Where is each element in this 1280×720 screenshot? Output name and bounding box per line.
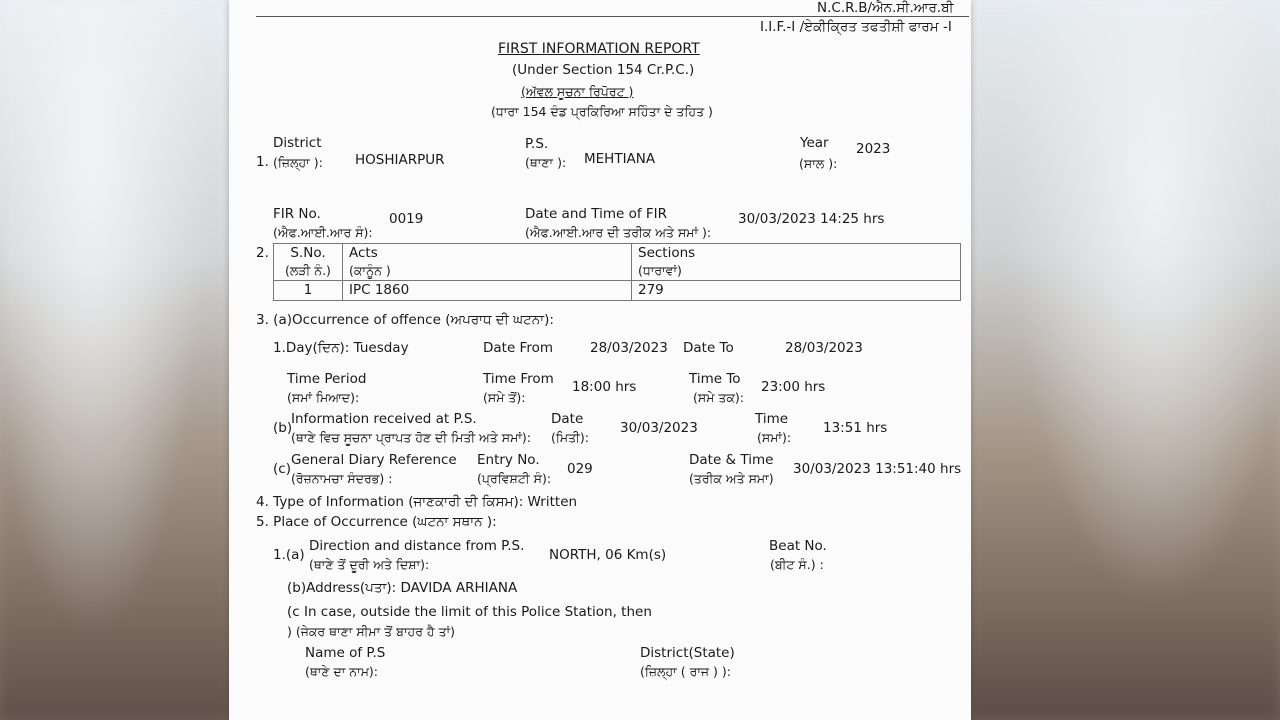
district-state-label-pa: (ਜ਼ਿਲ੍ਹਾ ( ਰਾਜ ) ): [640,664,731,679]
col-header-acts-pa: (ਕਾਨੂੰਨ ) [349,263,391,278]
time-period-label: Time Period [287,371,367,387]
gd-datetime-value: 30/03/2023 13:51:40 hrs [793,461,962,477]
district-label: District [273,135,322,151]
ps-value: MEHTIANA [584,151,656,167]
gd-ref-label: General Diary Reference [291,452,457,468]
name-of-ps-label-pa: (ਥਾਣੇ ਦਾ ਨਾਮ): [305,664,379,679]
fir-no-label-pa: (ਐਫ.ਆਈ.ਆਰ ਸੰ): [273,225,373,240]
report-subtitle-pa: (ਧਾਰਾ 154 ਦੰਡ ਪ੍ਰਕਿਰਿਆ ਸਹਿੰਤਾ ਦੇ ਤਹਿਤ ) [491,104,713,119]
gd-ref-mark: (c) [273,461,291,477]
acts-table [273,243,961,301]
fir-datetime-label-pa: (ਐਫ.ਆਈ.ਆਰ ਦੀ ਤਰੀਕ ਅਤੇ ਸਮਾਂ ): [525,225,712,240]
fir-no-value: 0019 [389,211,424,227]
info-date-label-pa: (ਮਿਤੀ): [551,430,589,445]
fir-datetime-label: Date and Time of FIR [525,206,668,222]
time-from-label: Time From [483,371,554,387]
ncrb-header: N.C.R.B/ਐਨ.ਸੀ.ਆਰ.ਬੀ [817,0,954,16]
col-header-sno-en: S.No. [290,245,326,261]
col-header-sections-pa: (ਧਾਰਾਵਾਂ) [638,263,682,278]
beat-no-label-pa: (ਬੀਟ ਸੰ.) : [770,557,824,572]
info-received-label-pa: (ਥਾਣੇ ਵਿਚ ਸੂਚਨਾ ਪ੍ਰਾਪਤ ਹੋਣ ਦੀ ਮਿਤੀ ਅਤੇ ਸਮਾਂ): [291,430,531,445]
fir-datetime-value: 30/03/2023 14:25 hrs [738,211,885,227]
outside-limit-line1: (c In case, outside the limit of this Police Station, then [287,604,652,620]
ps-label-pa: (ਥਾਣਾ ): [525,155,567,170]
header-rule [256,16,969,17]
cell-act: IPC 1860 [343,281,632,301]
entry-no-label-pa: (ਪ੍ਰਵਿਸ਼ਟੀ ਸੰ): [477,471,552,486]
name-of-ps-label: Name of P.S [305,645,386,661]
direction-label-pa: (ਥਾਣੇ ਤੋਂ ਦੂਰੀ ਅਤੇ ਦਿਸ਼ਾ): [309,557,430,572]
report-title: FIRST INFORMATION REPORT [498,41,700,57]
year-label: Year [800,135,829,151]
info-date-value: 30/03/2023 [620,420,698,436]
direction-value: NORTH, 06 Km(s) [549,547,667,563]
time-period-label-pa: (ਸਮਾਂ ਮਿਆਦ): [287,390,360,405]
year-value: 2023 [856,141,891,157]
col-header-acts [343,244,632,281]
date-from-label: Date From [483,340,554,356]
time-to-label: Time To [689,371,741,387]
info-time-label-pa: (ਸਮਾਂ): [757,430,792,445]
blurred-background-right [968,0,1280,720]
outside-limit-line2: ) (ਜੇਕਰ ਥਾਣਾ ਸੀਮਾ ਤੋਂ ਬਾਹਰ ਹੈ ਤਾਂ) [287,624,455,639]
info-time-label: Time [755,411,789,427]
col-header-sections-en: Sections [638,245,696,261]
entry-no-label: Entry No. [477,452,540,468]
time-from-value: 18:00 hrs [572,379,637,395]
place-of-occurrence-heading: 5. Place of Occurrence (ਘਟਨਾ ਸਥਾਨ ): [256,514,497,530]
fir-document [229,0,971,720]
col-header-sno [274,244,343,281]
district-label-pa: (ਜ਼ਿਲ੍ਹਾ ): [273,155,323,170]
gd-datetime-label-pa: (ਤਰੀਕ ਅਤੇ ਸਮਾ) [689,471,774,486]
district-state-label: District(State) [640,645,735,661]
cell-sno: 1 [274,281,343,301]
time-from-label-pa: (ਸਮੇ ਤੋਂ): [483,390,526,405]
entry-no-value: 029 [567,461,593,477]
gd-datetime-label: Date & Time [689,452,774,468]
info-time-value: 13:51 hrs [823,420,888,436]
direction-label: Direction and distance from P.S. [309,538,525,554]
cell-section: 279 [632,281,961,301]
report-subtitle: (Under Section 154 Cr.P.C.) [512,62,695,78]
type-of-information: 4. Type of Information (ਜਾਣਕਾਰੀ ਦੀ ਕਿਸਮ): Written [256,494,578,510]
year-label-pa: (ਸਾਲ ): [799,156,838,171]
occurrence-heading: 3. (a)Occurrence of offence (ਅਪਰਾਧ ਦੀ ਘਟਨਾ): [256,312,554,328]
table-header-row [274,244,961,281]
info-received-label: Information received at P.S. [291,411,477,427]
fir-no-label: FIR No. [273,206,321,222]
section-2-number: 2. [256,245,269,261]
date-from-value: 28/03/2023 [590,340,668,356]
info-received-mark: (b) [273,420,293,436]
address-field: (b)Address(ਪਤਾ): DAVIDA ARHIANA [287,580,518,596]
col-header-sno-pa: (ਲੜੀ ਨੰ.) [285,263,331,278]
district-value: HOSHIARPUR [355,152,445,168]
col-header-acts-en: Acts [349,245,378,261]
blurred-background-left [0,0,230,720]
beat-no-label: Beat No. [769,538,827,554]
ps-label: P.S. [525,136,549,152]
col-header-sections [632,244,961,281]
time-to-label-pa: (ਸਮੇ ਤਕ): [693,390,745,405]
direction-mark: 1.(a) [273,547,305,563]
time-to-value: 23:00 hrs [761,379,826,395]
date-to-value: 28/03/2023 [785,340,863,356]
table-row [274,281,961,301]
info-date-label: Date [551,411,584,427]
form-code: I.I.F.-I /ਏਕੀਕ੍ਰਿਤ ਤਫਤੀਸ਼ੀ ਫਾਰਮ -I [760,19,952,35]
report-title-pa: (ਅੱਵਲ ਸੂਚਨਾ ਰਿਪੋਰਟ ) [521,84,634,99]
section-1-number: 1. [256,154,269,170]
gd-ref-label-pa: (ਰੋਜ਼ਨਾਮਚਾ ਸੰਦਰਭ) : [291,471,393,486]
date-to-label: Date To [683,340,734,356]
day-field: 1.Day(ਦਿਨ): Tuesday [273,340,409,356]
